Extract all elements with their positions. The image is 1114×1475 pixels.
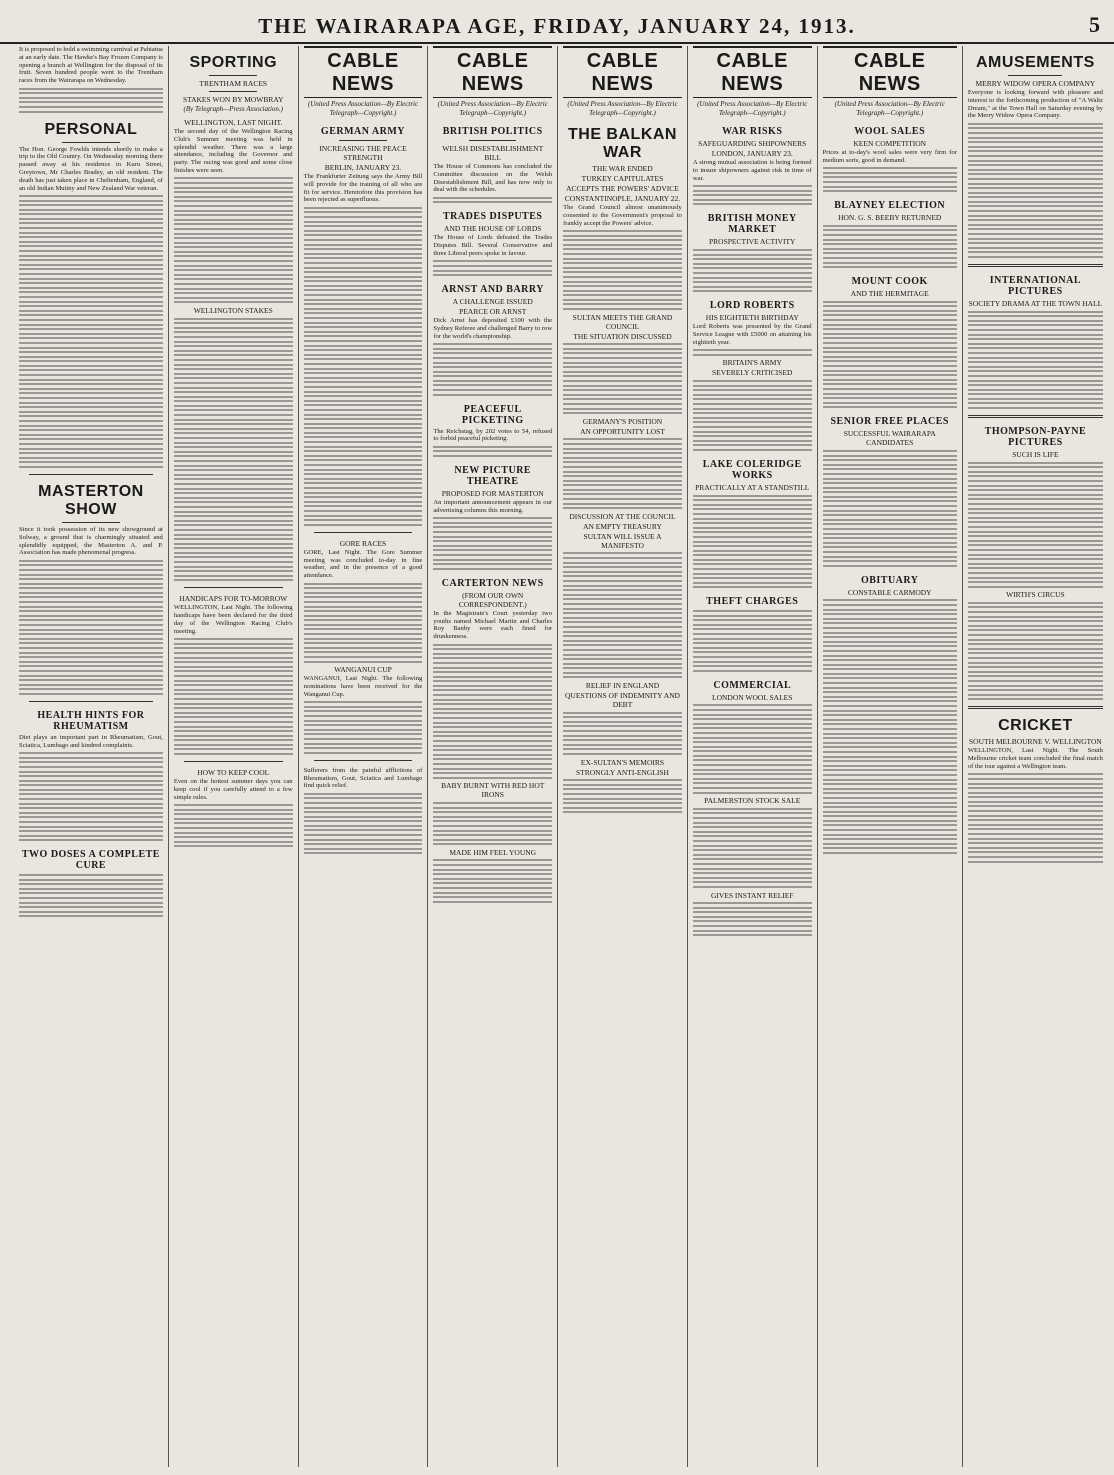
picketing-text: The Reichstag, by 202 votes to 54, refused to forbid peaceful picketing. [433,427,553,443]
column-5 [558,46,688,1467]
masthead-title: THE WAIRARAPA AGE, FRIDAY, JANUARY 24, 1913. [258,14,856,38]
german-army-sub: INCREASING THE PEACE STRENGTH [319,144,407,162]
page-number: 5 [1089,12,1100,37]
masthead [0,8,1114,44]
wellington-stakes-heading: WELLINGTON STAKES [193,306,273,315]
balkan-war-text: The Grand Council almost unanimously consented to the Government's proposal to frankly accept the Powers' advice. [563,204,682,227]
merry-widow-text: Everyone is looking forward with pleasure and interest to the forthcoming production of "A Waltz Dream," at the Town Hall on Saturday evening by the Merry Widow Opera Company. [967,89,1103,120]
column-1 [14,46,169,1467]
instant-relief-sub: GIVES INSTANT RELIEF [710,890,794,900]
trentham-heading: TRENTHAM RACES [199,79,268,88]
german-army-text: The Frankfurter Zeitung says the Army Bill will provide for the training of all who are fit for service. Heretofore this provision has been rejected as superfluous. [303,173,423,204]
war-risks-sub: SAFEGUARDING SHIPOWNERS [698,139,807,148]
wool-sales-text: Prices at to-day's wool sales were very firm for medium sorts, good in demand. [822,149,957,164]
arnst-barry-heading: ARNST AND BARRY [441,284,544,296]
lord-roberts-sub: HIS EIGHTIETH BIRTHDAY [705,313,799,323]
accepts-sub: ACCEPTS THE POWERS' ADVICE [566,184,679,193]
manifesto-sub: SULTAN WILL ISSUE A MANIFESTO [583,531,662,550]
keep-cool-heading: HOW TO KEEP COOL [197,768,270,778]
british-politics-heading: BRITISH POLITICS [442,126,543,137]
senior-free-places-heading: SENIOR FREE PLACES [830,416,949,428]
cable-credit: (United Press Association—By Electric Telegraph—Copyright.) [307,100,419,117]
cable-credit: (United Press Association—By Electric Telegraph—Copyright.) [697,100,808,117]
sultan-council-sub: SULTAN MEETS THE GRAND COUNCIL [572,312,673,331]
german-army-heading: GERMAN ARMY [320,126,406,137]
relief-england-sub: RELIEF IN ENGLAND [585,681,660,691]
picture-theatre-text: An important announcement appears in our advertising columns this morning. [433,499,553,514]
picture-theatre-heading: NEW PICTURE THEATRE [454,465,532,488]
arnst-barry-sub2: PEARCE OR ARNST [459,307,527,317]
arnst-barry-text: Dick Arnst has deposited £100 with the Sydney Referee and challenged Barry to row for the world's championship. [433,317,553,340]
cricket-sub: SOUTH MELBOURNE V. WELLINGTON [969,737,1102,747]
cable-credit: (United Press Association—By Electric Telegraph—Copyright.) [437,100,548,117]
international-pictures-heading: INTERNATIONAL PICTURES [989,275,1082,297]
cable-news-heading: CABLE NEWS [823,46,957,98]
blayney-heading: BLAYNEY ELECTION [834,200,946,212]
health-hints-text: Diet plays an important part in Rheumatism, Gout, Sciatica, Lumbago and kindred complaints. [19,733,163,749]
column-8 [963,46,1108,1467]
carterton-news-sub: (FROM OUR OWN CORRESPONDENT.) [458,590,527,609]
trentham-text: The second day of the Wellington Racing Club's Summer meeting was held in splendid weather. There was a large attendance, including the Governor and party. The racing was good and some close finishes were seen. [173,128,293,174]
palmerston-sale-sub: PALMERSTON STOCK SALE [704,796,801,806]
money-market-sub: PROSPECTIVE ACTIVITY [709,237,796,247]
society-drama-sub: SOCIETY DRAMA AT THE TOWN HALL [968,299,1103,308]
personal-lines [19,195,163,468]
column-7 [818,46,963,1467]
lake-coleridge-heading: LAKE COLERIDGE WORKS [702,458,802,481]
handicaps-text: WELLINGTON, Last Night. The following handicaps have been declared for the third day of the Wellington Racing Club's meeting. [173,604,293,635]
wellington-dateline: WELLINGTON, LAST NIGHT. [184,118,283,127]
obituary-sub: CONSTABLE CARMODY [847,587,932,597]
balkan-dateline: CONSTANTINOPLE, JANUARY 22. [564,194,681,203]
personal-heading: PERSONAL [44,120,138,138]
mount-cook-sub: AND THE HERMITAGE [850,289,929,299]
lord-roberts-heading: LORD ROBERTS [709,300,795,312]
cricket-heading: CRICKET [998,717,1073,735]
column-6 [688,46,818,1467]
carterton-news-text: In the Magistrate's Court yesterday two youths named Michael Martin and Charles Roy Banby were each fined for drunkenness. [433,609,553,641]
masterton-show-heading: MASTERTON SHOW [38,482,144,518]
baby-burnt-heading: BABY BURNT WITH RED HOT IRONS [441,781,545,800]
anti-english-sub: STRONGLY ANTI-ENGLISH [576,767,669,777]
situation-sub: THE SITUATION DISCUSSED [573,331,672,341]
carterton-news-heading: CARTERTON NEWS [441,577,544,589]
personal-text: The Hon. George Fowlds intends shortly to make a trip to the Old Country. On Wednesday morning there passed away at his residence in Kuru Street, Greytown, Mr Charles Bradey, an old resident. The death has just taken place in Cheltenham, England, of an old Indian Mutiny and New Zealand War veteran. [19,145,163,192]
welsh-bill-text: The House of Commons has concluded the Committee discussion on the Welsh Disestablishment Bill, and has now only to deal with the schedules. [433,163,553,194]
column-2 [169,46,299,1467]
column-3 [299,46,429,1467]
war-risks-text: A strong mutual association is being formed to insure shipowners against risk in time of war. [692,159,812,182]
german-dateline: BERLIN, JANUARY 23. [324,163,402,172]
indemnity-sub: QUESTIONS OF INDEMNITY AND DEBT [565,691,680,710]
britains-army-sub: BRITAIN'S ARMY [722,358,782,368]
health-hints-heading: HEALTH HINTS FOR RHEUMATISM [37,709,145,732]
wirths-circus-heading: WIRTH'S CIRCUS [1006,590,1065,600]
lake-coleridge-sub: PRACTICALLY AT A STANDSTILL [695,482,810,492]
council-discussion-sub: DISCUSSION AT THE COUNCIL [569,511,676,521]
war-risks-heading: WAR RISKS [722,126,783,137]
cable-credit: (United Press Association—By Electric Telegraph—Copyright.) [834,100,945,117]
telegraph-credit: (By Telegraph—Press Association.) [183,105,283,113]
cable-news-heading: CABLE NEWS [433,46,552,98]
lord-roberts-text: Lord Roberts was presented by the Grand Service League with £5000 on attaining his eightieth year. [692,323,812,346]
trades-disputes-sub: AND THE HOUSE OF LORDS [444,224,542,234]
germany-position-sub: GERMANY'S POSITION [582,416,663,426]
commercial-heading: COMMERCIAL [713,679,792,691]
amusements-heading: AMUSEMENTS [976,54,1095,71]
wool-sales-sub: KEEN COMPETITION [853,139,927,148]
column-4 [428,46,558,1467]
intro-paragraph: It is proposed to hold a swimming carnival at Pahiatua at an early date. The Hawke's Bay Frozen Company is opening a branch at Wellington for the disposal of its fruit. Seven hundred people went to the Trentham races from the Wairarapa on Wednesday. [19,46,163,85]
trades-disputes-text: The House of Lords defeated the Trades Disputes Bill. Several Conservative and three Liberal peers spoke in favour. [433,234,553,257]
cable-news-heading: CABLE NEWS [304,46,423,98]
wanganui-cup-heading: WANGANUI CUP [334,665,392,675]
merry-widow-heading: MERRY WIDOW OPERA COMPANY [975,79,1096,88]
stakes-heading: STAKES WON BY MOWBRAY [182,95,284,104]
masterton-show-text: Since it took possession of its new showground at Solway, a ground that is charmingly situated and splendidly equipped, the Masterton A. and P. Association has made phenomenal progress. [19,525,163,557]
gore-races-heading: GORE RACES [339,538,387,548]
obituary-heading: OBITUARY [860,574,919,586]
wanganui-cup-text: WANGANUI, Last Night. The following nominations have been received for the Wanganui Cup. [303,675,423,698]
cable-news-heading: CABLE NEWS [563,46,682,98]
turkey-sub: TURKEY CAPITULATES [581,174,664,183]
theft-charges-heading: THEFT CHARGES [706,596,799,608]
columns [14,46,1108,1467]
mount-cook-heading: MOUNT COOK [851,276,928,288]
opportunity-lost-sub: AN OPPORTUNITY LOST [580,426,665,436]
keep-cool-text: Even on the hottest summer days you can keep cool if you carefully attend to a few simple rules. [173,778,293,801]
picture-theatre-sub: PROPOSED FOR MASTERTON [441,489,544,499]
balkan-war-heading: THE BALKAN WAR [567,126,677,161]
war-ended-sub: THE WAR ENDED [592,164,653,173]
cable-credit: (United Press Association—By Electric Telegraph—Copyright.) [567,100,678,117]
war-risks-dateline: LONDON, JANUARY 23. [711,149,793,158]
exsultan-memoirs-sub: EX-SULTAN'S MEMOIRS [580,757,665,767]
money-market-heading: BRITISH MONEY MARKET [707,213,797,236]
london-wool-sub: LONDON WOOL SALES [712,692,793,702]
cricket-text: WELLINGTON, Last Night. The South Melbourne cricket team concluded the final match of the tour against a Wellington team. [967,747,1103,770]
arnst-barry-sub: A CHALLENGE ISSUED [452,297,533,307]
such-is-life-sub: SUCH IS LIFE [1012,450,1059,460]
blayney-sub: HON. G. S. BEEBY RETURNED [838,213,942,223]
thompson-payne-heading: THOMPSON-PAYNE PICTURES [984,426,1087,449]
sporting-heading: SPORTING [189,54,278,71]
feel-young-heading: MADE HIM FEEL YOUNG [449,847,537,857]
trades-disputes-heading: TRADES DISPUTES [442,211,543,223]
two-doses-heading: TWO DOSES A COMPLETE CURE [21,849,160,872]
picketing-heading: PEACEFUL PICKETING [461,403,524,426]
empty-treasury-sub: AN EMPTY TREASURY [583,521,662,531]
handicaps-heading: HANDICAPS FOR TO-MORROW [179,594,288,604]
wool-sales-heading: WOOL SALES [854,126,926,137]
senior-free-places-sub: SUCCESSFUL WAIRARAPA CANDIDATES [843,429,936,448]
welsh-bill-sub: WELSH DISESTABLISHMENT BILL [442,144,544,162]
remedy-advert-text: Sufferers from the painful afflictions of Rheumatism, Gout, Sciatica and Lumbago find quick relief. [303,766,423,790]
gore-races-text: GORE, Last Night. The Gore Summer meeting was concluded to-day in fine weather, and in the presence of a good attendance. [303,548,423,580]
criticised-sub: SEVERELY CRITICISED [712,368,793,378]
cable-news-heading: CABLE NEWS [693,46,812,98]
